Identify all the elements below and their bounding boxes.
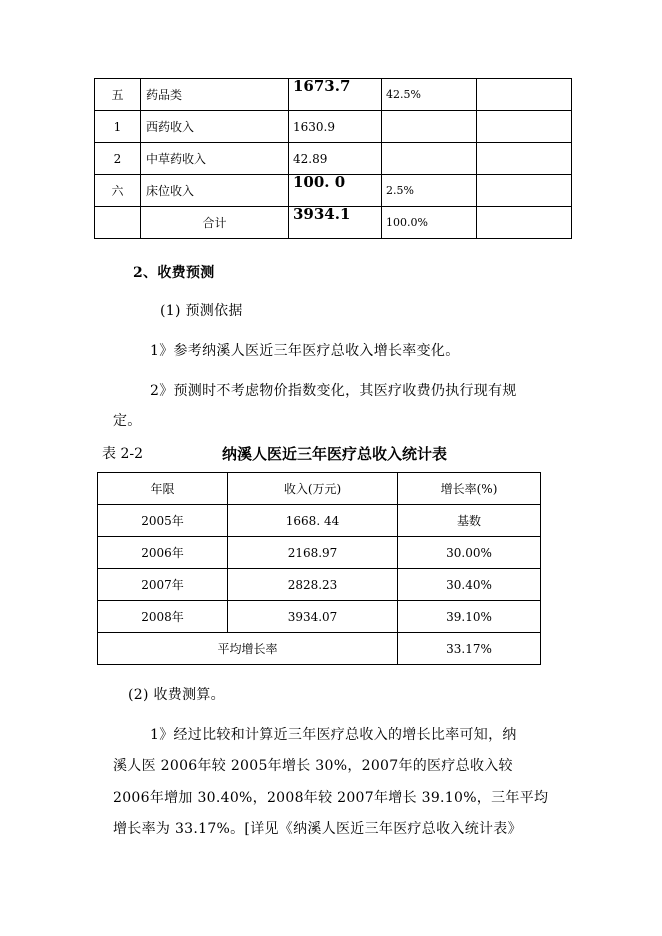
empty-cell (477, 111, 572, 143)
table-row (98, 505, 541, 537)
table-row (95, 79, 572, 111)
row-percent: 100.0% (382, 207, 477, 239)
row-amount: 3934.1 (293, 204, 351, 223)
row-amount: 1630.9 (289, 111, 382, 143)
empty-cell (477, 207, 572, 239)
row-number: 六 (95, 175, 141, 207)
row-number: 五 (95, 79, 141, 111)
income-cell: 3934.07 (228, 601, 398, 633)
empty-cell (477, 143, 572, 175)
total-label: 合计 (141, 207, 289, 239)
growth-cell: 30.40% (398, 569, 541, 601)
table-row (95, 143, 572, 175)
column-header: 收入(万元) (228, 473, 398, 505)
paragraph-line: 溪人医 2006年较 2005年增长 30%，2007年的医疗总收入较 (113, 758, 513, 774)
income-cell: 2828.23 (228, 569, 398, 601)
row-amount: 100. 0 (293, 172, 346, 191)
row-number: 1 (95, 111, 141, 143)
table-header-row (98, 473, 541, 505)
row-name: 中草药收入 (141, 143, 289, 175)
row-percent (382, 143, 477, 175)
row-name: 西药收入 (141, 111, 289, 143)
year-cell: 2008年 (98, 601, 228, 633)
row-amount: 1673.7 (293, 76, 351, 95)
drug-income-table (94, 78, 572, 239)
subsection-title: (2) 收费测算。 (128, 687, 225, 703)
section-heading: 2、收费预测 (133, 265, 215, 281)
subsection-title: (1) 预测依据 (160, 303, 243, 319)
paragraph-line: 1》参考纳溪人医近三年医疗总收入增长率变化。 (150, 343, 460, 359)
growth-cell: 30.00% (398, 537, 541, 569)
row-percent (382, 111, 477, 143)
table-row (98, 633, 541, 665)
table-row (98, 537, 541, 569)
row-number: 2 (95, 143, 141, 175)
paragraph-line: 2》预测时不考虑物价指数变化，其医疗收费仍执行现有规 (150, 383, 517, 399)
income-cell: 2168.97 (228, 537, 398, 569)
income-statistics-table (97, 472, 541, 665)
paragraph-line: 增长率为 33.17%。[详见《纳溪人医近三年医疗总收入统计表》 (113, 821, 522, 837)
row-name: 床位收入 (141, 175, 289, 207)
row-amount: 42.89 (289, 143, 382, 175)
table-label: 表 2-2 (102, 446, 143, 462)
year-cell: 2006年 (98, 537, 228, 569)
table-row (95, 175, 572, 207)
growth-cell: 39.10% (398, 601, 541, 633)
table-row (95, 111, 572, 143)
column-header: 年限 (98, 473, 228, 505)
average-value: 33.17% (398, 633, 541, 665)
year-cell: 2007年 (98, 569, 228, 601)
table-title: 纳溪人医近三年医疗总收入统计表 (222, 445, 448, 463)
empty-cell (477, 79, 572, 111)
paragraph-line: 2006年增加 30.40%，2008年较 2007年增长 39.10%，三年平均 (113, 790, 549, 806)
empty-cell (477, 175, 572, 207)
income-cell: 1668. 44 (228, 505, 398, 537)
paragraph-line: 1》经过比较和计算近三年医疗总收入的增长比率可知，纳 (150, 727, 517, 743)
row-percent: 2.5% (382, 175, 477, 207)
paragraph-line: 定。 (113, 413, 142, 429)
row-percent: 42.5% (382, 79, 477, 111)
row-number (95, 207, 141, 239)
table-row (98, 601, 541, 633)
row-name: 药品类 (141, 79, 289, 111)
growth-cell: 基数 (398, 505, 541, 537)
average-label: 平均增长率 (98, 633, 398, 665)
table-row (95, 207, 572, 239)
column-header: 增长率(%) (398, 473, 541, 505)
table-row (98, 569, 541, 601)
year-cell: 2005年 (98, 505, 228, 537)
